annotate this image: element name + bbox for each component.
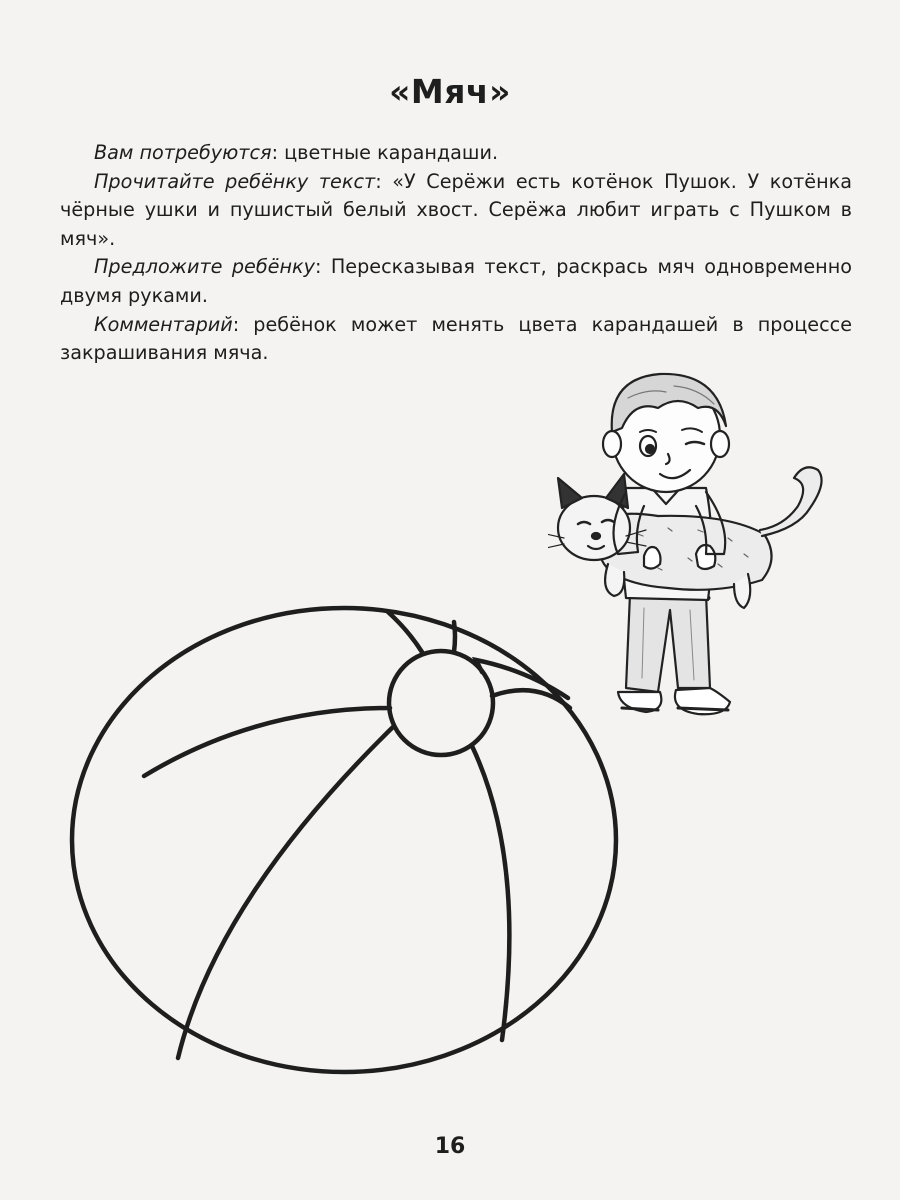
comment-text: : ребёнок может менять цвета карандашей в процессе закрашивания мяча. bbox=[60, 312, 852, 365]
task-text: : Пересказывая текст, раскрась мяч одновременно двумя руками. bbox=[60, 255, 852, 307]
task-paragraph bbox=[60, 253, 852, 310]
page-number: 16 bbox=[434, 1134, 466, 1159]
materials-text: : цветные карандаши. bbox=[271, 141, 499, 164]
task-label: Предложите ребёнку bbox=[94, 255, 315, 279]
read-text-label: Прочитайте ребёнку текст bbox=[94, 169, 376, 193]
instructions bbox=[60, 139, 852, 368]
read-text-text: : «У Серёжи есть котёнок Пушок. У котёнка чёрные ушки и пушистый белый хвост. Серёжа любит играть с Пушком в мяч». bbox=[60, 169, 852, 250]
page-title: «Мяч» bbox=[389, 72, 511, 111]
comment-label: Комментарий bbox=[94, 312, 233, 336]
materials-paragraph bbox=[60, 139, 852, 168]
materials-label: Вам потребуются bbox=[94, 141, 272, 164]
read-text-paragraph bbox=[60, 168, 852, 254]
ball-outline-illustration bbox=[56, 600, 636, 1084]
